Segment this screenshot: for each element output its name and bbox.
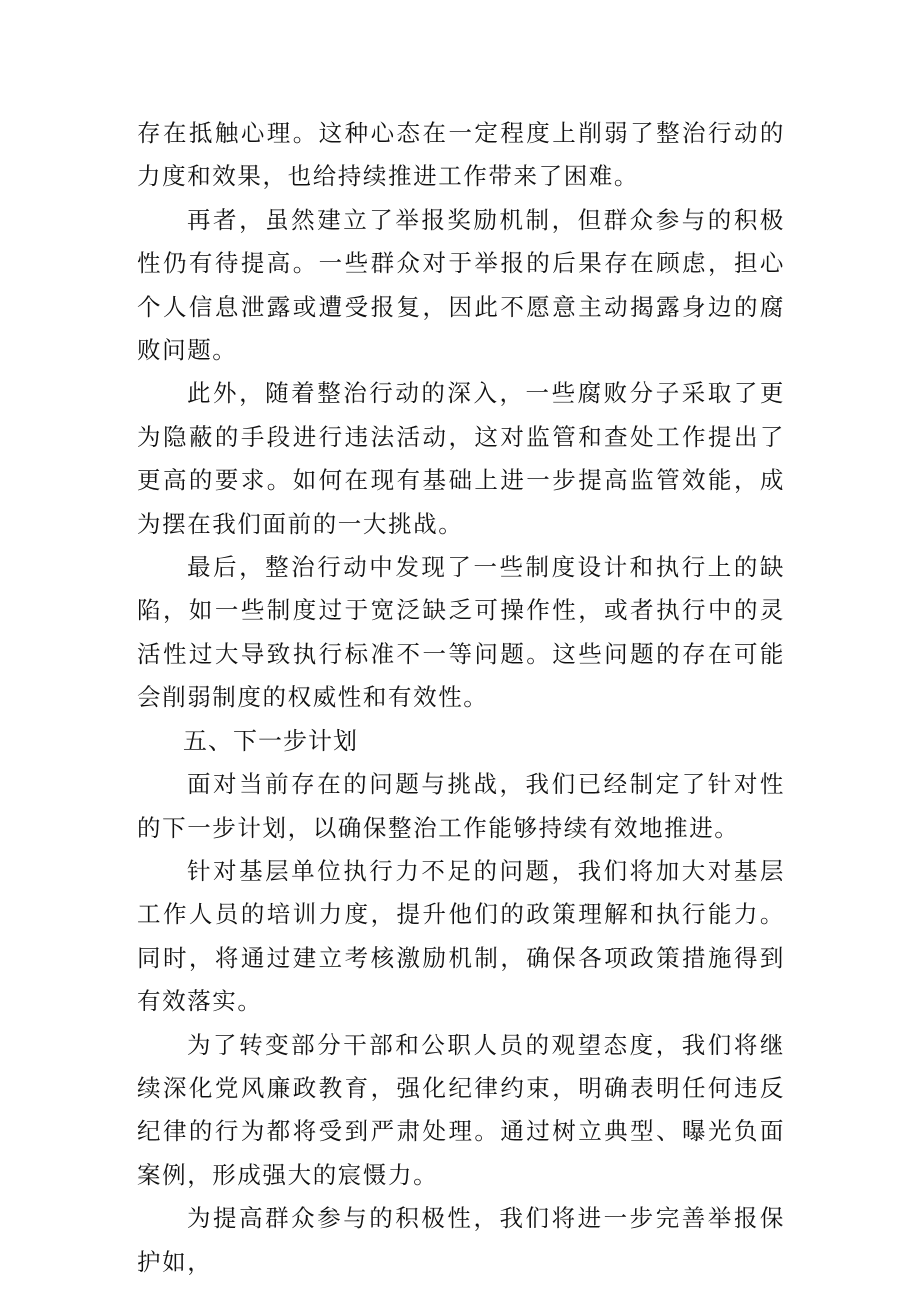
paragraph-grassroots-training: 针对基层单位执行力不足的问题，我们将加大对基层工作人员的培训力度，提升他们的政策理解和执行能力。同时，将通过建立考核激励机制，确保各项政策措施得到有效落实。 — [137, 856, 785, 1016]
paragraph-discipline-education: 为了转变部分干部和公职人员的观望态度，我们将继续深化党风廉政教育，强化纪律约束，明确表明任何违反纪律的行为都将受到严肃处理。通过树立典型、曝光负面案例，形成强大的宸慑力。 — [137, 1030, 785, 1189]
paragraph-reporting-protection: 为提高群众参与的积极性，我们将进一步完善举报保护如， — [137, 1204, 785, 1276]
paragraph-system-defects: 最后，整治行动中发现了一些制度设计和执行上的缺陷，如一些制度过于宽泛缺乏可操作性，或者执行中的灵活性过大导致执行标准不一等问题。这些问题的存在可能会削弱制度的权威性和有效性。 — [137, 553, 785, 712]
paragraph-continuation: 存在抵触心理。这种心态在一定程度上削弱了整治行动的力度和效果，也给持续推进工作带来了困难。 — [137, 119, 785, 191]
document-body — [137, 112, 785, 1284]
section-heading-next-steps: 五、下一步计划 — [183, 726, 358, 755]
paragraph-plan-intro: 面对当前存在的问题与挑战，我们已经制定了针对性的下一步计划，以确保整治工作能够持续有效地推进。 — [137, 770, 785, 842]
paragraph-public-participation: 再者，虽然建立了举报奖励机制，但群众参与的积极性仍有待提高。一些群众对于举报的后果存在顾虑，担心个人信息泄露或遭受报复，因此不愿意主动揭露身边的腐败问题。 — [137, 205, 785, 365]
paragraph-concealed-corruption: 此外，随着整治行动的深入，一些腐败分子采取了更为隐蔽的手段进行违法活动，这对监管和查处工作提出了更高的要求。如何在现有基础上进一步提高监管效能，成为摆在我们面前的一大挑战。 — [137, 379, 785, 538]
